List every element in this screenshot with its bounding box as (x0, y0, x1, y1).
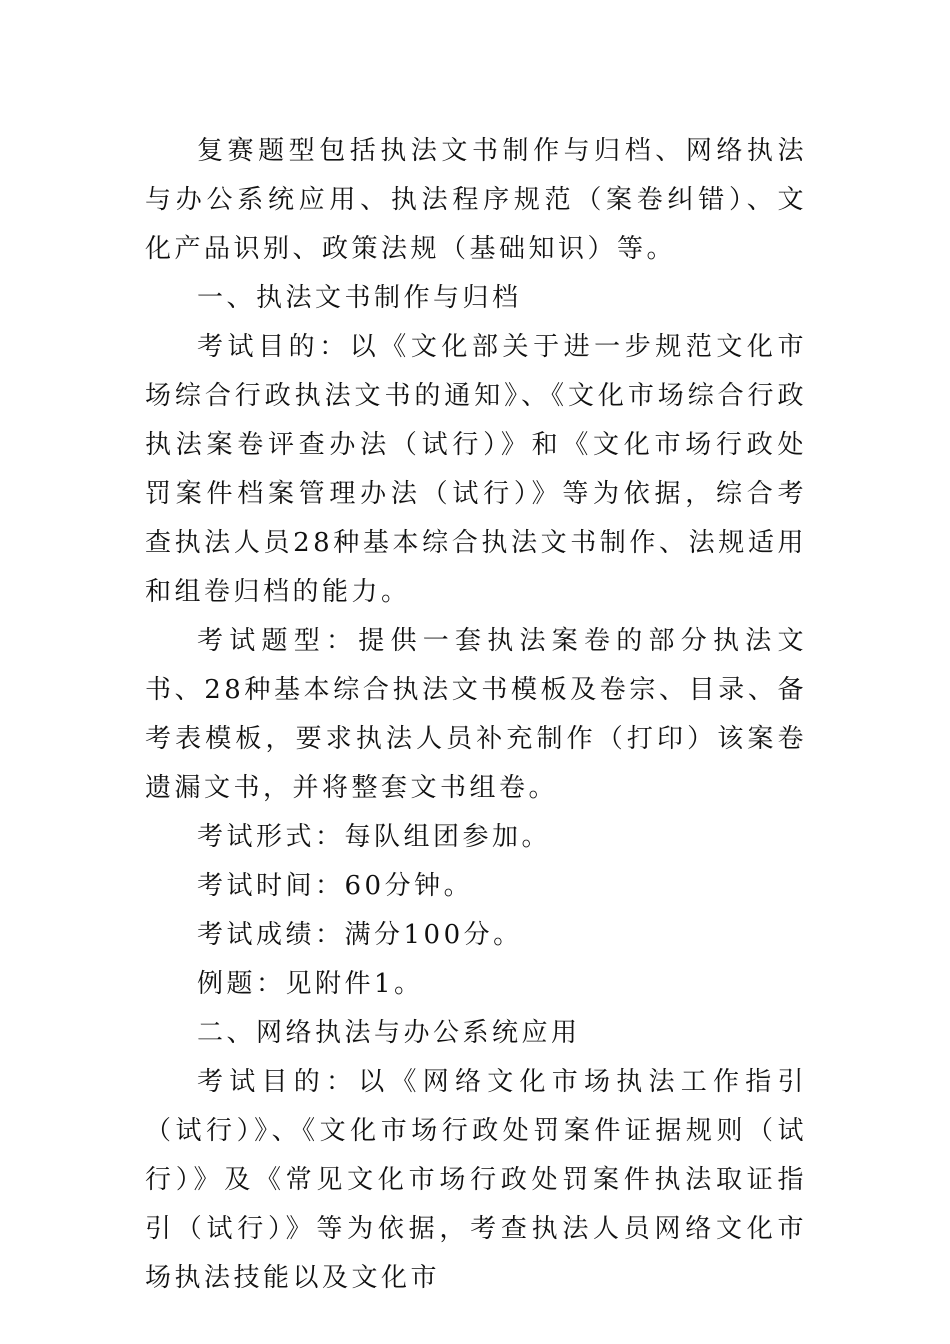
document-body (145, 127, 807, 1303)
exam-time-paragraph: 考试时间：60分钟。 (197, 871, 474, 901)
exam-purpose-paragraph-2: 考试目的：以《网络文化市场执法工作指引（试行）》、《文化市场行政处罚案件证据规则（试行）》及《常见文化市场行政处罚案件执法取证指引（试行）》等为依据，考查执法人员网络文化市场执法技能以及文化市 (145, 1067, 807, 1293)
example-paragraph: 例题：见附件1。 (197, 969, 424, 999)
exam-purpose-paragraph-1: 考试目的：以《文化部关于进一步规范文化市场综合行政执法文书的通知》、《文化市场综合行政执法案卷评查办法（试行）》和《文化市场行政处罚案件档案管理办法（试行）》等为依据，综合考查执法人员28种基本综合执法文书制作、法规适用和组卷归档的能力。 (145, 332, 807, 607)
exam-type-paragraph: 考试题型：提供一套执法案卷的部分执法文书、28种基本综合执法文书模板及卷宗、目录、备考表模板，要求执法人员补充制作（打印）该案卷遗漏文书，并将整套文书组卷。 (145, 626, 807, 803)
section-heading-1: 一、执法文书制作与归档 (197, 283, 522, 313)
section-heading-2: 二、网络执法与办公系统应用 (197, 1018, 581, 1048)
exam-format-paragraph: 考试形式：每队组团参加。 (197, 822, 552, 852)
exam-score-paragraph: 考试成绩：满分100分。 (197, 920, 523, 950)
intro-paragraph: 复赛题型包括执法文书制作与归档、网络执法与办公系统应用、执法程序规范（案卷纠错）、文化产品识别、政策法规（基础知识）等。 (145, 136, 807, 264)
